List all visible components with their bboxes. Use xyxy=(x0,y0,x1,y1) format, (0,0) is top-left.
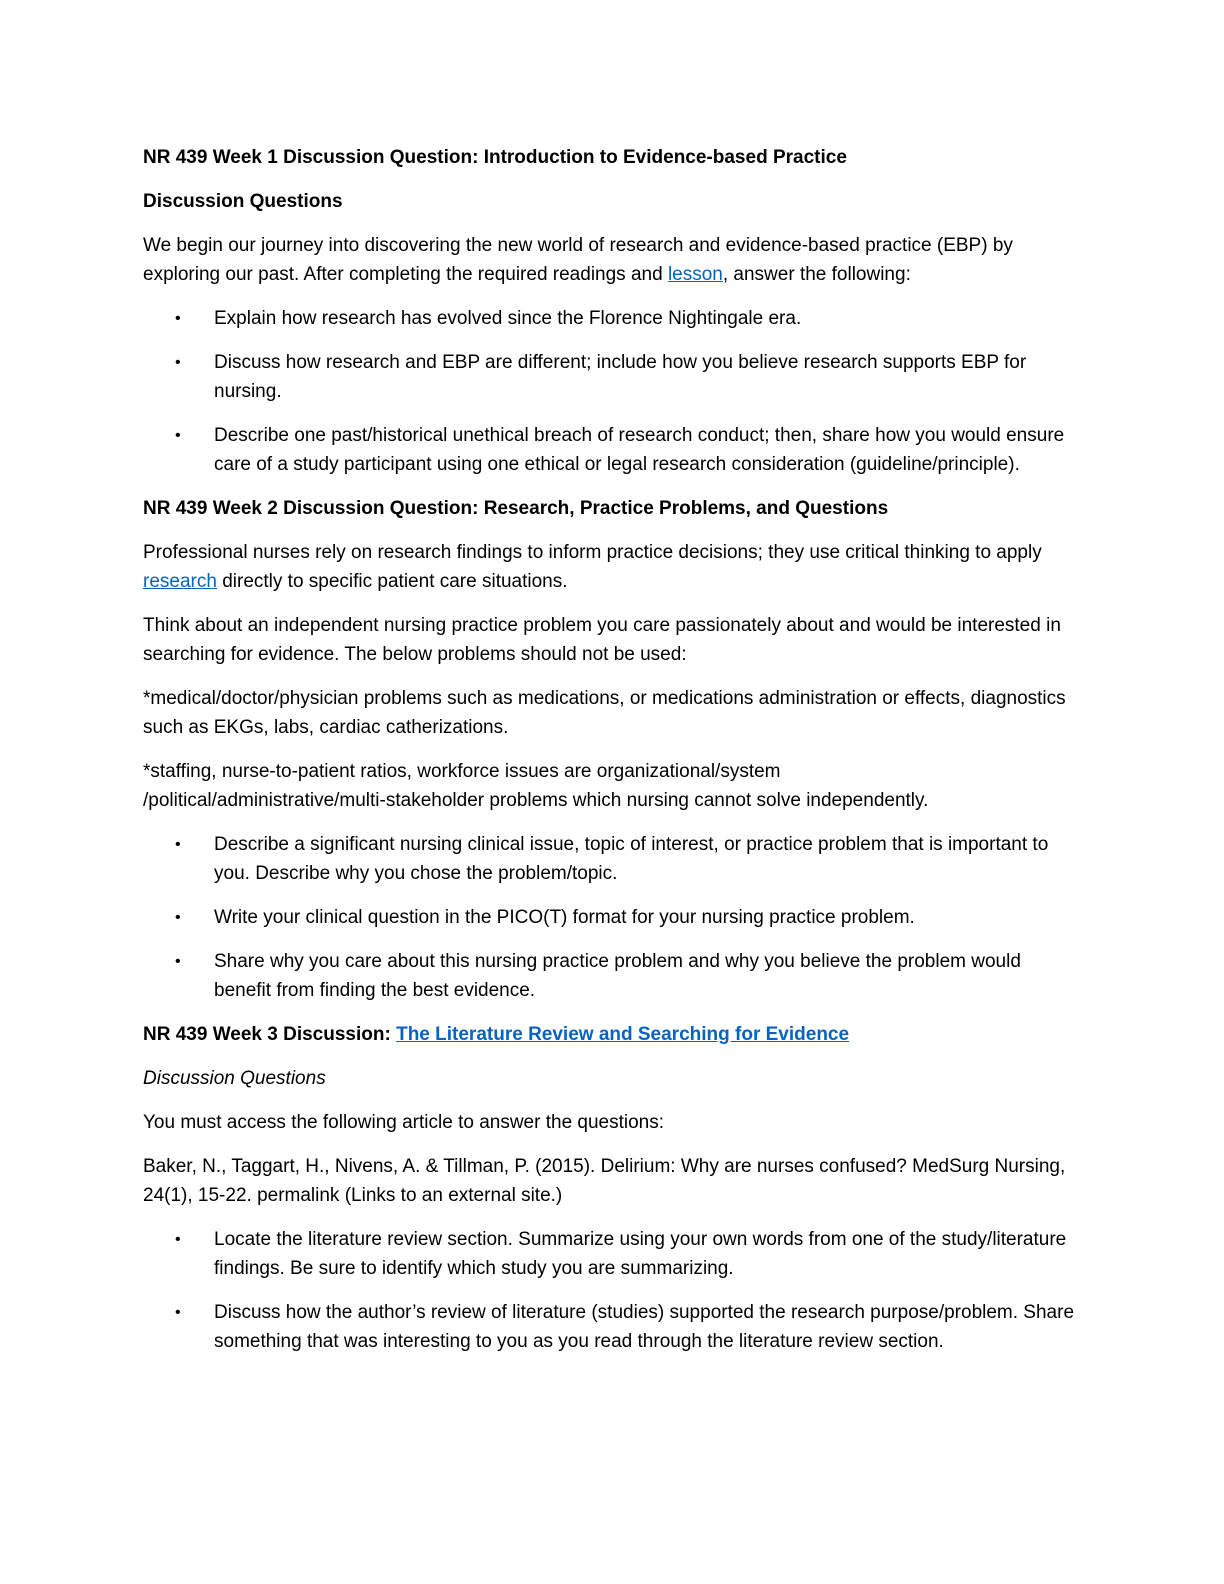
week1-bullet-list xyxy=(143,304,1083,479)
week1-subtitle: Discussion Questions xyxy=(143,191,343,212)
list-item xyxy=(143,1298,1083,1356)
research-link[interactable]: research xyxy=(143,571,217,592)
week1-intro-text: We begin our journey into discovering the new world of research and evidence-based practice (EBP) by exploring our past. After completing the required readings and xyxy=(143,235,1013,285)
week3-citation: Baker, N., Taggart, H., Nivens, A. & Tillman, P. (2015). Delirium: Why are nurses confused? MedSurg Nursing, 24(1), 15-22. permalink (Links to an external site.) xyxy=(143,1156,1066,1206)
week3-para1: You must access the following article to answer the questions: xyxy=(143,1112,665,1133)
week2-bullet-list xyxy=(143,830,1083,1005)
list-item xyxy=(143,947,1083,1005)
week1-intro xyxy=(143,231,1083,289)
week2-para4-line1: *staffing, nurse-to-patient ratios, workforce issues are organizational/system xyxy=(143,761,781,782)
list-item-text: Discuss how the author’s review of literature (studies) supported the research purpose/problem. Share something that was interesting to you as you read through the literature review section. xyxy=(214,1302,1075,1352)
week3-title xyxy=(143,1020,1083,1049)
week3-bullet-list xyxy=(143,1225,1083,1356)
week1-intro-text-end: , answer the following: xyxy=(722,264,911,285)
list-item xyxy=(143,830,1083,888)
lesson-link[interactable]: lesson xyxy=(667,264,723,285)
week2-para1-text-end: directly to specific patient care situations. xyxy=(216,571,568,592)
bullet-icon: • xyxy=(175,427,181,444)
week2-title: NR 439 Week 2 Discussion Question: Research, Practice Problems, and Questions xyxy=(143,498,889,519)
week2-para4 xyxy=(143,757,1083,815)
week2-para2: Think about an independent nursing practice problem you care passionately about and would be interested in searching for evidence. The below problems should not be used: xyxy=(143,615,1061,665)
bullet-icon: • xyxy=(175,953,181,970)
list-item xyxy=(143,903,1083,932)
list-item xyxy=(143,1225,1083,1283)
list-item xyxy=(143,348,1083,406)
week3-subtitle: Discussion Questions xyxy=(143,1068,326,1089)
list-item xyxy=(143,421,1083,479)
bullet-icon: • xyxy=(175,909,181,926)
list-item-text: Share why you care about this nursing practice problem and why you believe the problem would benefit from finding the best evidence. xyxy=(214,951,1021,1001)
week2-para3: *medical/doctor/physician problems such as medications, or medications administration or effects, diagnostics such as EKGs, labs, cardiac catherizations. xyxy=(143,688,1066,738)
literature-review-link[interactable]: The Literature Review and Searching for Evidence xyxy=(396,1024,850,1045)
list-item-text: Discuss how research and EBP are different; include how you believe research supports EBP for nursing. xyxy=(214,352,1027,402)
list-item-text: Write your clinical question in the PICO(T) format for your nursing practice problem. xyxy=(214,907,915,928)
bullet-icon: • xyxy=(175,310,181,327)
document-content xyxy=(143,143,1083,1371)
bullet-icon: • xyxy=(175,836,181,853)
week2-para1 xyxy=(143,538,1083,596)
week2-para1-text: Professional nurses rely on research findings to inform practice decisions; they use critical thinking to apply xyxy=(143,542,1042,563)
week2-para4-line2: /political/administrative/multi-stakeholder problems which nursing cannot solve independently. xyxy=(143,790,929,811)
list-item-text: Explain how research has evolved since the Florence Nightingale era. xyxy=(214,308,802,329)
list-item-text: Describe a significant nursing clinical issue, topic of interest, or practice problem that is important to you. Describe why you chose the problem/topic. xyxy=(214,834,1049,884)
bullet-icon: • xyxy=(175,354,181,371)
list-item xyxy=(143,304,1083,333)
bullet-icon: • xyxy=(175,1231,181,1248)
week3-title-prefix: NR 439 Week 3 Discussion: xyxy=(143,1024,397,1045)
bullet-icon: • xyxy=(175,1304,181,1321)
week1-title: NR 439 Week 1 Discussion Question: Introduction to Evidence-based Practice xyxy=(143,147,847,168)
list-item-text: Locate the literature review section. Summarize using your own words from one of the study/literature findings. Be sure to identify which study you are summarizing. xyxy=(214,1229,1067,1279)
list-item-text: Describe one past/historical unethical breach of research conduct; then, share how you would ensure care of a study participant using one ethical or legal research consideration (guideline/principle). xyxy=(214,425,1065,475)
